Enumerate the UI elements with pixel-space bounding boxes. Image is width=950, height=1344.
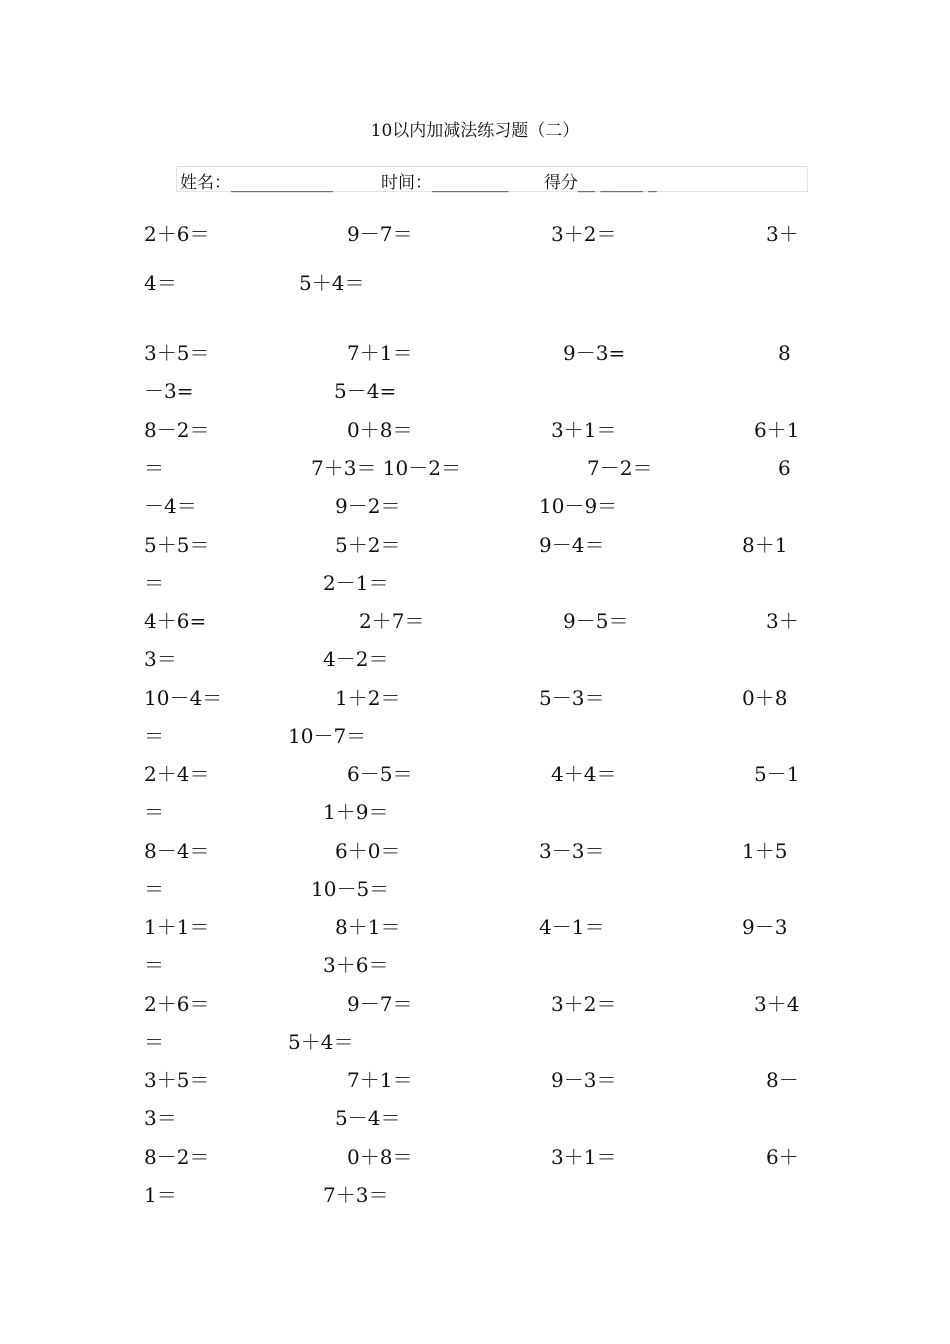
problem-text: 2＋6＝ (144, 992, 210, 1016)
problem-text: 8＋1＝ (335, 915, 401, 939)
problem-text: 2＋7＝ (359, 609, 425, 633)
problem-text: 3＋2＝ (551, 222, 617, 246)
problem-text: 8＋1 (742, 533, 788, 557)
problem-text: 4＋4＝ (551, 762, 617, 786)
problem-text: －4＝ (144, 494, 197, 518)
name-field: 姓名：____________ (180, 173, 333, 193)
problem-text: 9－3 (742, 915, 788, 939)
problem-text: 7＋1＝ (347, 1068, 413, 1092)
problem-text: 8 (778, 341, 791, 365)
problem-text: 8－2＝ (144, 1145, 210, 1169)
problem-text: 9－5＝ (563, 609, 629, 633)
problem-text: 3＋5＝ (144, 341, 210, 365)
problem-text: 9－2＝ (335, 494, 401, 518)
problem-text: 5＋2＝ (335, 533, 401, 557)
problem-text: 0＋8＝ (347, 418, 413, 442)
problem-text: 2＋6＝ (144, 222, 210, 246)
problem-text: 3＋ (766, 609, 799, 633)
problem-text: 3＋1＝ (551, 1145, 617, 1169)
problem-text: 4－2＝ (323, 647, 389, 671)
problem-text: 8－2＝ (144, 418, 210, 442)
problem-text: 1＋5 (742, 839, 788, 863)
problem-text: 5－1 (754, 762, 800, 786)
problem-text: 7＋1＝ (347, 341, 413, 365)
problem-text: 3－3＝ (539, 839, 605, 863)
problem-text: ＝ (144, 456, 164, 480)
problem-text: 5＋5＝ (144, 533, 210, 557)
time-field: 时间：_________ (381, 173, 509, 193)
problem-text: 3＋ (766, 222, 799, 246)
problem-text: 10－7＝ (288, 724, 367, 748)
problem-text: 4＋6= (144, 609, 207, 633)
problem-text: 9－3＝ (551, 1068, 617, 1092)
problem-text: 0＋8 (742, 686, 788, 710)
problem-text: 8－ (766, 1068, 799, 1092)
problem-text: 5－3＝ (539, 686, 605, 710)
worksheet-title: 10以内加减法练习题（二） (370, 121, 580, 141)
problem-text: 3＋2＝ (551, 992, 617, 1016)
problem-text: 6＋0＝ (335, 839, 401, 863)
problem-text: 8－4＝ (144, 839, 210, 863)
problem-text: 6＋1 (754, 418, 800, 442)
problem-text: 9－4＝ (539, 533, 605, 557)
problem-text: 10－4＝ (144, 686, 223, 710)
problem-text: 6－5＝ (347, 762, 413, 786)
problem-text: ＝ (144, 953, 164, 977)
problem-text: 4－1＝ (539, 915, 605, 939)
problem-text: 7＋3＝ (323, 1183, 389, 1207)
problem-text: ＝ (144, 877, 164, 901)
problem-text: 10－5＝ (311, 877, 390, 901)
problem-text: 5＋4＝ (299, 271, 365, 295)
problem-text: 9－7＝ (347, 222, 413, 246)
problem-text: 2－1＝ (323, 571, 389, 595)
problem-text: 5－4= (334, 379, 397, 403)
problem-text: 1＋2＝ (335, 686, 401, 710)
problem-text: ＝ (144, 1030, 164, 1054)
score-field: 得分__ _____ _ (544, 173, 657, 193)
problem-text: 4＝ (144, 271, 177, 295)
problem-text: 1＋9＝ (323, 800, 389, 824)
problem-text: 9－7＝ (347, 992, 413, 1016)
problem-text: 3＋4 (754, 992, 800, 1016)
problem-text: ＝ (144, 724, 164, 748)
problem-text: 3＋1＝ (551, 418, 617, 442)
problem-text: 3＋5＝ (144, 1068, 210, 1092)
problem-text: 5－4＝ (335, 1106, 401, 1130)
problem-text: 6＋ (766, 1145, 799, 1169)
problem-text: 1＋1＝ (144, 915, 210, 939)
problem-text: 3＋6＝ (323, 953, 389, 977)
problem-text: 3＝ (144, 647, 177, 671)
problem-text: 3＝ (144, 1106, 177, 1130)
problem-text: 7＋3＝ 10－2＝ (311, 456, 461, 480)
problem-text: 1＝ (144, 1183, 177, 1207)
problem-text: 7－2＝ (587, 456, 653, 480)
problem-text: 9－3= (563, 341, 626, 365)
problem-text: ＝ (144, 800, 164, 824)
problem-text: －3= (144, 379, 194, 403)
problem-text: 10－9＝ (539, 494, 618, 518)
problem-text: 0＋8＝ (347, 1145, 413, 1169)
problem-text: 5＋4＝ (288, 1030, 354, 1054)
problem-text: 2＋4＝ (144, 762, 210, 786)
problem-text: ＝ (144, 571, 164, 595)
problem-text: 6 (778, 456, 791, 480)
